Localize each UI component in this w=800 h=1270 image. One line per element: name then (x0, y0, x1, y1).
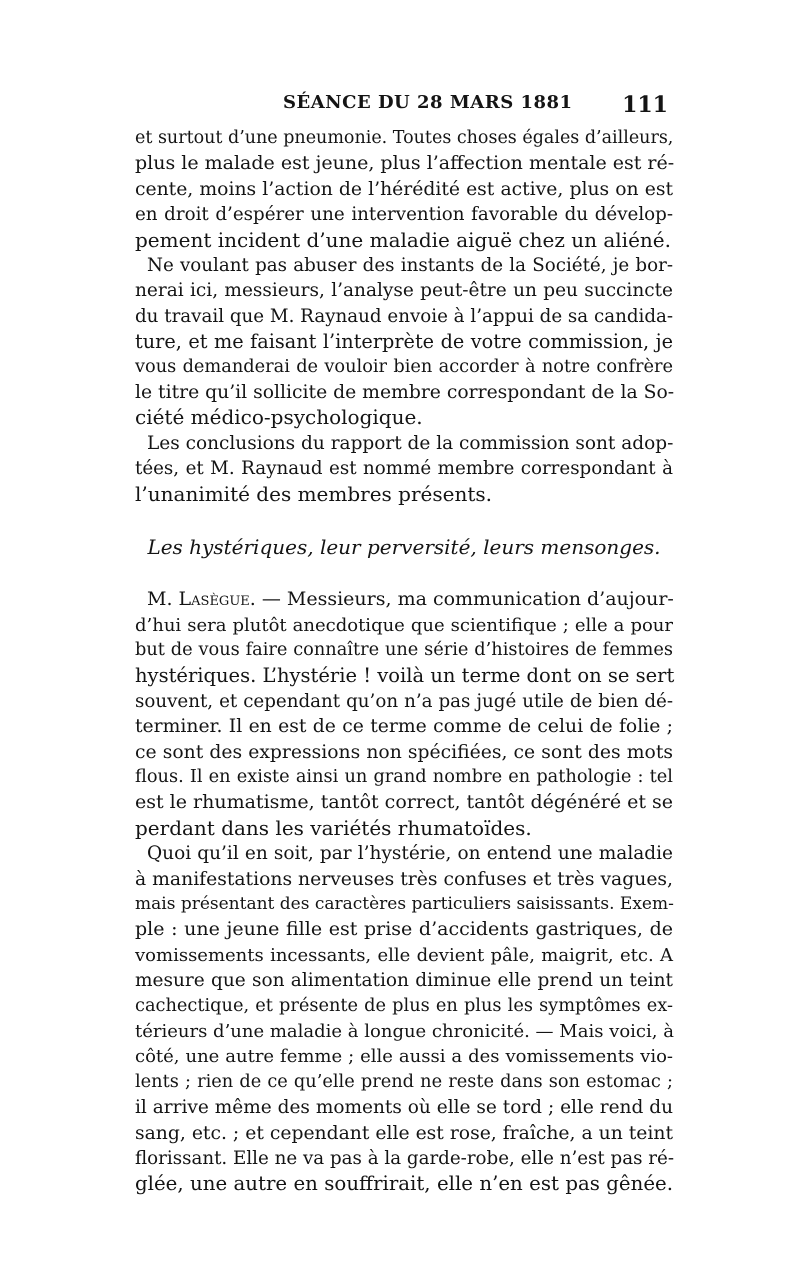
text-line: et surtout d’une pneumonie. Toutes choses égales d’ailleurs, (135, 128, 674, 148)
text-line: Les conclusions du rapport de la commission sont adop- (147, 432, 674, 454)
paragraph-lasegue-intro (135, 587, 673, 841)
speech-text: — Messieurs, ma communication d’aujour- (261, 588, 674, 611)
text-line: flous. Il en existe ainsi un grand nombre en pathologie : tel (135, 766, 673, 787)
text-line: térieurs d’une maladie à longue chronicité. — Mais voici, à (135, 1021, 674, 1042)
text-line: ple : une jeune fille est prise d’accidents gastriques, de (135, 918, 673, 941)
text-line: lents ; rien de ce qu’elle prend ne reste dans son estomac ; (135, 1071, 673, 1092)
text-line: ce sont des expressions non spécifiées, ce sont des mots (135, 741, 673, 763)
text-line: mesure que son alimentation diminue elle prend un teint (135, 970, 673, 992)
speaker-name: M. Lasègue. (147, 588, 256, 611)
text-line: but de vous faire connaître une série d’histoires de femmes (135, 639, 673, 660)
paragraph-vote (135, 431, 673, 507)
text-line: le titre qu’il sollicite de membre correspondant de la So- (135, 382, 675, 404)
text-line: nerai ici, messieurs, l’analyse peut-être un peu succincte (135, 280, 673, 302)
text-line: il arrive même des moments où elle se tord ; elle rend du (135, 1097, 673, 1119)
text-line: d’hui sera plutôt anecdotique que scientifique ; elle a pour (135, 614, 673, 636)
text-line: ciété médico-psychologique. (135, 405, 423, 430)
text-line: du travail que M. Raynaud envoie à l’appui de sa candida- (135, 305, 674, 327)
text-line: glée, une autre en souffrirait, elle n’en est pas gênée. (135, 1172, 673, 1196)
text-line: est le rhumatisme, tantôt correct, tantôt dégénéré et se (135, 791, 674, 814)
text-line: en droit d’espérer une intervention favorable du dévelop- (135, 204, 673, 226)
text-line: sang, etc. ; et cependant elle est rose, fraîche, a un teint (135, 1122, 673, 1144)
text-line (135, 587, 673, 612)
text-line: perdant dans les variétés rhumatoïdes. (135, 815, 532, 840)
paragraph-conclusion (135, 253, 673, 431)
text-line: cente, moins l’action de l’hérédité est active, plus on est (135, 178, 673, 200)
text-line: ture, et me faisant l’interprète de votre commission, je (135, 330, 673, 354)
text-line: plus le malade est jeune, plus l’affection mentale est ré- (135, 152, 675, 175)
text-line: l’unanimité des membres présents. (135, 481, 492, 506)
paragraph-lasegue-example (135, 841, 673, 1197)
text-line: cachectique, et présente de plus en plus les symptômes ex- (135, 995, 673, 1016)
page-number: 111 (622, 92, 668, 118)
text-line: terminer. Il en est de ce terme comme de celui de folie ; (135, 716, 673, 738)
body-text (135, 126, 673, 1197)
text-line: Quoi qu’il en soit, par l’hystérie, on entend une maladie (147, 843, 673, 865)
text-line: vomissements incessants, elle devient pâle, maigrit, etc. A (135, 944, 673, 966)
running-title: SÉANCE DU 28 MARS 1881 (283, 92, 573, 113)
page-header (135, 92, 668, 126)
paragraph-prognosis (135, 126, 673, 253)
text-line: à manifestations nerveuses très confuses et très vagues, (135, 868, 673, 890)
text-line: côté, une autre femme ; elle aussi a des vomissements vio- (135, 1046, 673, 1068)
text-line: florissant. Elle ne va pas à la garde-robe, elle n’est pas ré- (135, 1148, 674, 1170)
text-line: hystériques. L’hystérie ! voilà un terme dont on se sert (135, 664, 675, 688)
text-line: vous demanderai de vouloir bien accorder à notre confrère (135, 356, 673, 377)
text-line: Ne voulant pas abuser des instants de la Société, je bor- (147, 255, 673, 277)
text-line: mais présentant des caractères particuliers saisissants. Exem- (135, 893, 674, 914)
section-heading: Les hystériques, leur perversité, leurs mensonges. (147, 535, 661, 560)
text-line: pement incident d’une maladie aiguë chez un aliéné. (135, 227, 671, 252)
text-line: tées, et M. Raynaud est nommé membre correspondant à (135, 458, 673, 480)
text-line: souvent, et cependant qu’on n’a pas jugé utile de bien dé- (135, 690, 673, 712)
